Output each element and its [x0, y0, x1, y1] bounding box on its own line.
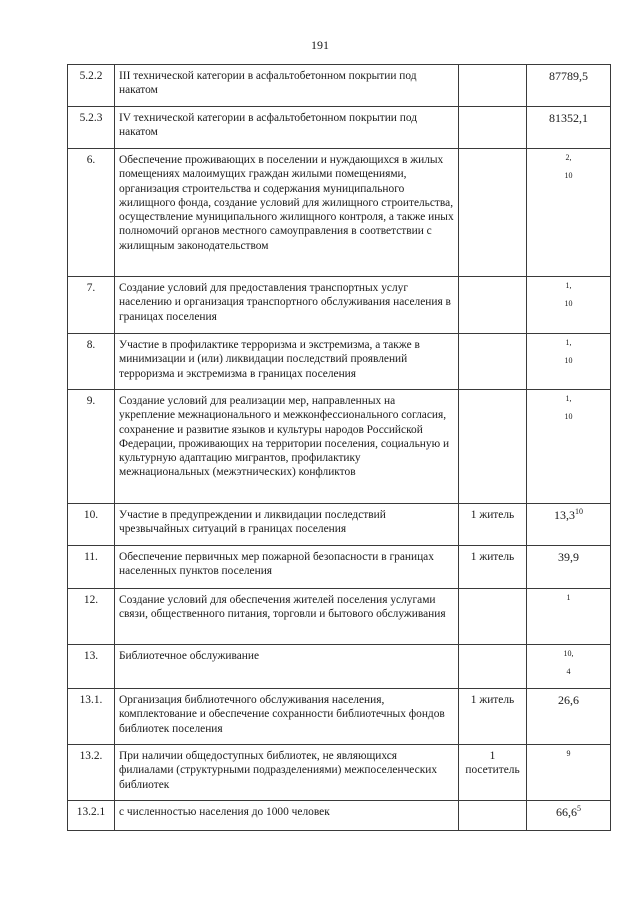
row-description: Участие в профилактике терроризма и экстремизма, а также в минимизации и (или) ликвидации последствий проявлений терроризма и экстремизма в границах поселения [115, 334, 459, 390]
footnote-ref: 9 [566, 749, 571, 758]
row-number: 13.2.1 [68, 801, 115, 831]
row-value: 13,3 [554, 508, 575, 522]
row-description: Создание условий для реализации мер, направленных на укрепление межнационального и межконфессионального согласия, сохранение и развитие языков и культуры народов Российской Федерации, проживающих на территории поселения, социальную и культурную адаптацию мигрантов, профилактику межнациональных (межэтнических) конфликтов [115, 390, 459, 504]
row-note-cell [527, 334, 611, 390]
row-description: Обеспечение первичных мер пожарной безопасности в границах населенных пунктов поселения [115, 546, 459, 589]
table-row [68, 689, 611, 745]
footnote-ref: 1 [566, 593, 571, 602]
row-unit [459, 107, 527, 149]
row-number: 5.2.3 [68, 107, 115, 149]
footnote-ref: 1, [565, 394, 572, 403]
row-number: 11. [68, 546, 115, 589]
table-row [68, 334, 611, 390]
table-row [68, 801, 611, 831]
row-number: 10. [68, 504, 115, 546]
footnote-ref: 10 [564, 411, 573, 421]
row-description: При наличии общедоступных библиотек, не являющихся филиалами (структурными подразделениями) межпоселенческих библиотек [115, 745, 459, 801]
table-row [68, 745, 611, 801]
table-row [68, 149, 611, 277]
row-unit [459, 65, 527, 107]
row-description: Создание условий для предоставления транспортных услуг населению и организация транспортного обслуживания населения в границах поселения [115, 277, 459, 334]
row-note-cell [527, 390, 611, 504]
row-number: 12. [68, 589, 115, 645]
footnote-ref: 10 [564, 355, 573, 365]
table-row [68, 107, 611, 149]
page-number: 191 [311, 38, 329, 52]
row-unit [459, 390, 527, 504]
standards-table [67, 64, 611, 831]
row-value: 39,9 [558, 550, 579, 564]
table-row [68, 589, 611, 645]
table-row [68, 390, 611, 504]
row-note-cell [527, 589, 611, 645]
row-value-cell [527, 546, 611, 589]
table-row [68, 504, 611, 546]
row-note-cell [527, 149, 611, 277]
value-footnote: 5 [577, 804, 581, 813]
row-description: III технической категории в асфальтобетонном покрытии под накатом [115, 65, 459, 107]
row-number: 6. [68, 149, 115, 277]
footnote-ref: 1, [565, 338, 572, 347]
row-description: Участие в предупреждении и ликвидации последствий чрезвычайных ситуаций в границах поселения [115, 504, 459, 546]
row-value: 87789,5 [549, 69, 588, 83]
row-number: 9. [68, 390, 115, 504]
row-number: 13.2. [68, 745, 115, 801]
value-footnote: 10 [575, 507, 583, 516]
row-number: 13. [68, 645, 115, 689]
table-row [68, 645, 611, 689]
row-unit: 1 житель [459, 546, 527, 589]
row-value: 81352,1 [549, 111, 588, 125]
row-note-cell [527, 277, 611, 334]
row-value-cell [527, 801, 611, 831]
row-description: IV технической категории в асфальтобетонном покрытии под накатом [115, 107, 459, 149]
table-row [68, 546, 611, 589]
row-unit: 1 житель [459, 689, 527, 745]
row-unit: 1 житель [459, 504, 527, 546]
footnote-ref: 4 [566, 666, 571, 676]
row-description: Библиотечное обслуживание [115, 645, 459, 689]
row-unit: 1 посетитель [459, 745, 527, 801]
row-note-cell [527, 645, 611, 689]
row-value: 26,6 [558, 693, 579, 707]
row-description: Организация библиотечного обслуживания населения, комплектование и обеспечение сохранности библиотечных фондов библиотек поселения [115, 689, 459, 745]
row-unit [459, 645, 527, 689]
row-value-cell [527, 689, 611, 745]
row-unit [459, 334, 527, 390]
row-unit [459, 801, 527, 831]
row-description: Обеспечение проживающих в поселении и нуждающихся в жилых помещениях малоимущих граждан жилыми помещениями, организация строительства и содержания муниципального жилищного фонда, создание условий для жилищного строительства, осуществление муниципального жилищного контроля, а также иных полномочий органов местного самоуправления в соответствии с жилищным законодательством [115, 149, 459, 277]
table-row [68, 65, 611, 107]
table-row [68, 277, 611, 334]
row-unit [459, 589, 527, 645]
row-number: 5.2.2 [68, 65, 115, 107]
row-value-cell [527, 504, 611, 546]
footnote-ref: 10 [564, 170, 573, 180]
row-number: 8. [68, 334, 115, 390]
row-description: Создание условий для обеспечения жителей поселения услугами связи, общественного питания, торговли и бытового обслуживания [115, 589, 459, 645]
row-value-cell [527, 107, 611, 149]
footnote-ref: 1, [565, 281, 572, 290]
row-value-cell [527, 65, 611, 107]
row-unit [459, 149, 527, 277]
row-value: 66,6 [556, 805, 577, 819]
row-unit [459, 277, 527, 334]
footnote-ref: 10, [563, 649, 574, 658]
row-number: 7. [68, 277, 115, 334]
row-number: 13.1. [68, 689, 115, 745]
row-description: с численностью населения до 1000 человек [115, 801, 459, 831]
footnote-ref: 2, [565, 153, 572, 162]
row-note-cell [527, 745, 611, 801]
footnote-ref: 10 [564, 298, 573, 308]
